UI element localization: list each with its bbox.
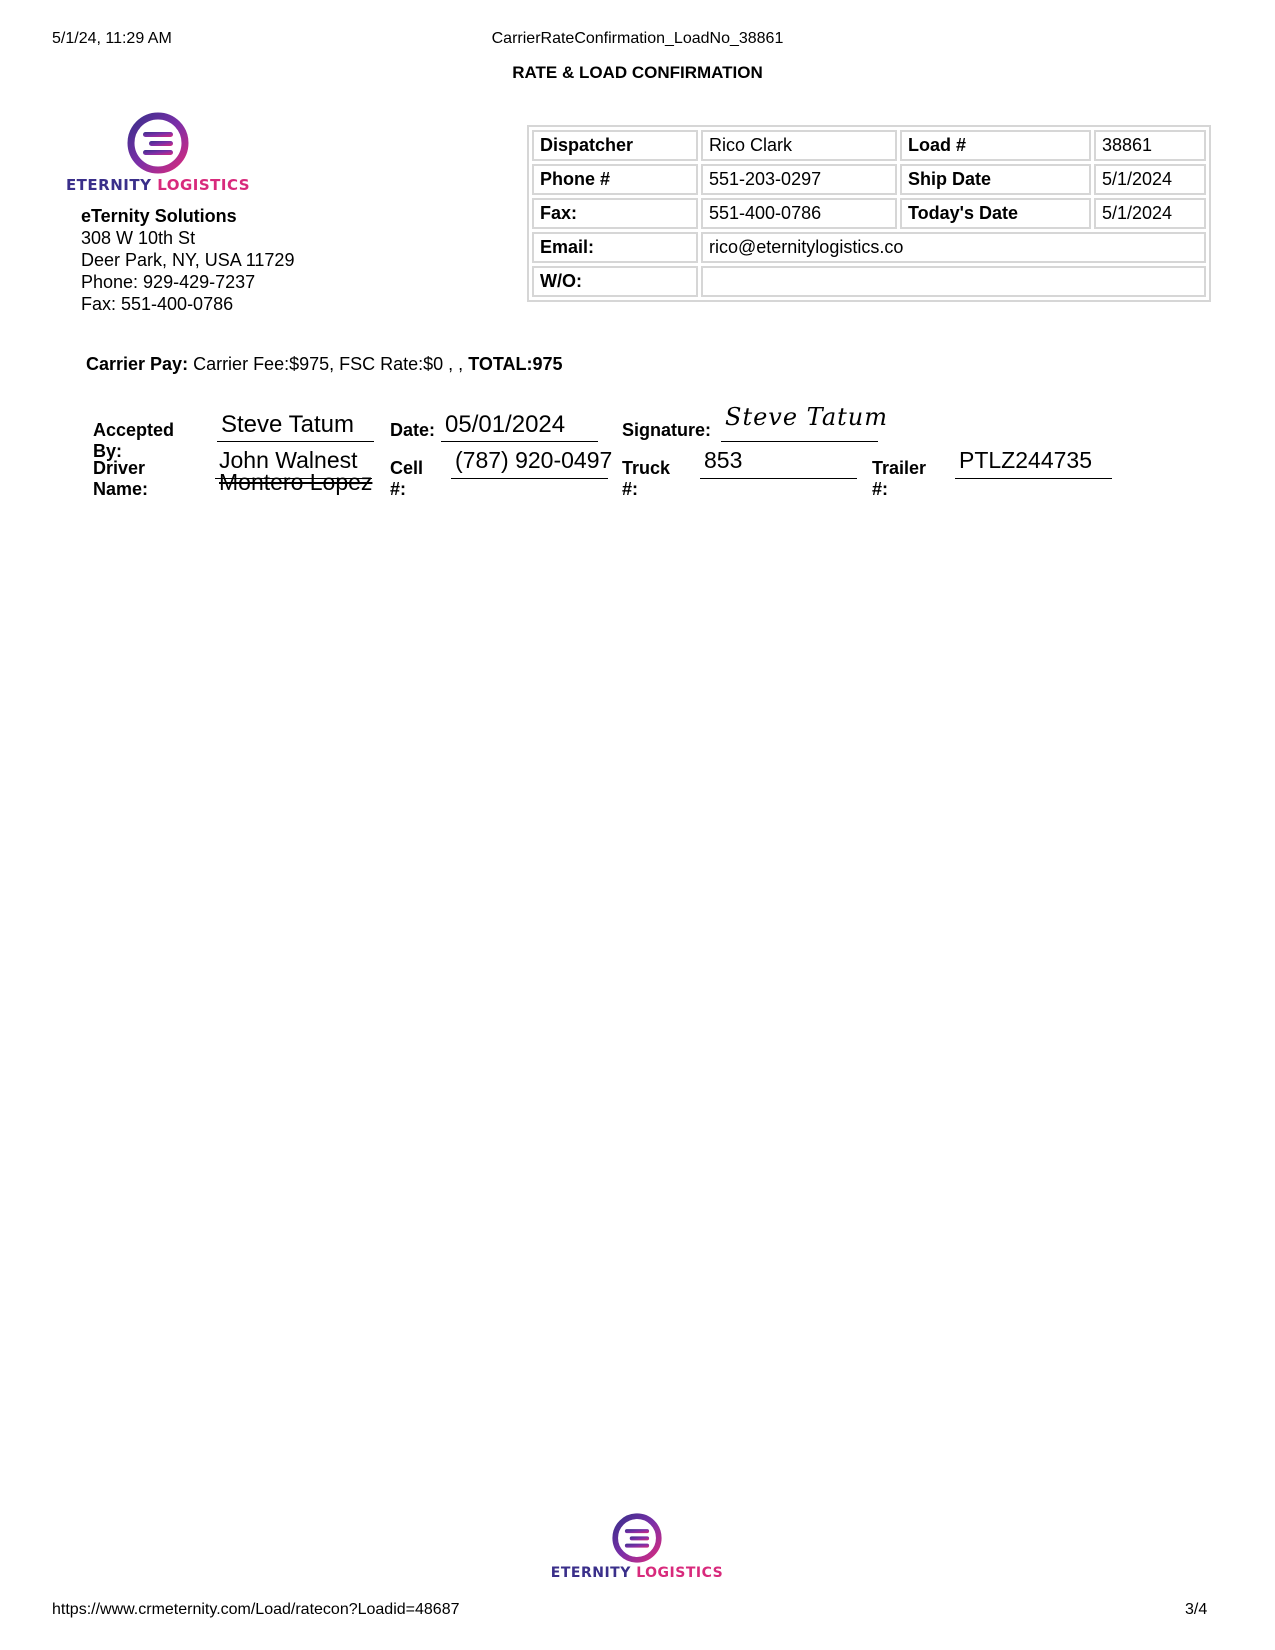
logo-text: ETERNITY LOGISTICS [65, 176, 251, 194]
table-row [532, 266, 1206, 297]
print-footer-url: https://www.crmeternity.com/Load/ratecon?Loadid=48687 [52, 1601, 460, 1618]
signature-value: Steve Tatum [725, 403, 888, 431]
fax-value: 551-400-0786 [701, 198, 897, 229]
company-address-line1: 308 W 10th St [81, 228, 196, 248]
print-datetime: 5/1/24, 11:29 AM [52, 30, 172, 47]
fax-label: Fax: [532, 198, 698, 229]
table-row [532, 164, 1206, 195]
logo-mark-icon [612, 1513, 662, 1563]
ship-date-label: Ship Date [900, 164, 1091, 195]
truck-label: Truck #: [622, 458, 671, 499]
logo-mark-icon [127, 112, 189, 174]
carrier-pay-details: Carrier Fee:$975, FSC Rate:$0 , , [188, 354, 469, 374]
table-row [532, 232, 1206, 263]
dispatch-info-table [527, 125, 1211, 302]
phone-label: Phone # [532, 164, 698, 195]
company-logo [63, 112, 253, 194]
email-label: Email: [532, 232, 698, 263]
company-address-line2: Deer Park, NY, USA 11729 [81, 250, 295, 270]
carrier-pay [86, 354, 563, 375]
dispatcher-label: Dispatcher [532, 130, 698, 161]
accepted-by-label: Accepted By: [93, 420, 175, 461]
signature-label: Signature: [622, 420, 712, 440]
logo-text: ETERNITY LOGISTICS [550, 1565, 724, 1581]
carrier-pay-total: TOTAL:975 [468, 354, 563, 374]
todays-date-label: Today's Date [900, 198, 1091, 229]
company-phone: Phone: 929-429-7237 [81, 272, 256, 292]
trailer-label: Trailer #: [872, 458, 927, 499]
driver-name-struck: Montero Lopez [219, 469, 373, 495]
email-value: rico@eternitylogistics.co [701, 232, 1206, 263]
ship-date-value: 5/1/2024 [1094, 164, 1206, 195]
date-label: Date: [390, 420, 436, 440]
phone-value: 551-203-0297 [701, 164, 897, 195]
cell-value: (787) 920-0497 [455, 447, 613, 473]
company-fax: Fax: 551-400-0786 [81, 294, 234, 314]
table-row [532, 130, 1206, 161]
table-row [532, 198, 1206, 229]
truck-value: 853 [704, 447, 743, 473]
wo-value [701, 266, 1206, 297]
wo-label: W/O: [532, 266, 698, 297]
carrier-pay-label: Carrier Pay: [86, 354, 189, 374]
date-value: 05/01/2024 [445, 411, 566, 438]
page-title: RATE & LOAD CONFIRMATION [512, 63, 763, 82]
company-name: eTernity Solutions [81, 206, 237, 226]
driver-name-value: John Walnest [219, 447, 358, 473]
company-info [81, 205, 294, 315]
accepted-by-value: Steve Tatum [221, 411, 354, 438]
trailer-value: PTLZ244735 [959, 447, 1092, 473]
load-number-label: Load # [900, 130, 1091, 161]
load-number-value: 38861 [1094, 130, 1206, 161]
dispatcher-value: Rico Clark [701, 130, 897, 161]
cell-label: Cell #: [390, 458, 424, 499]
driver-name-label: Driver Name: [93, 458, 149, 499]
print-doc-name: CarrierRateConfirmation_LoadNo_38861 [491, 30, 784, 47]
todays-date-value: 5/1/2024 [1094, 198, 1206, 229]
footer-logo [542, 1513, 732, 1581]
print-page-number: 3/4 [1185, 1601, 1208, 1618]
